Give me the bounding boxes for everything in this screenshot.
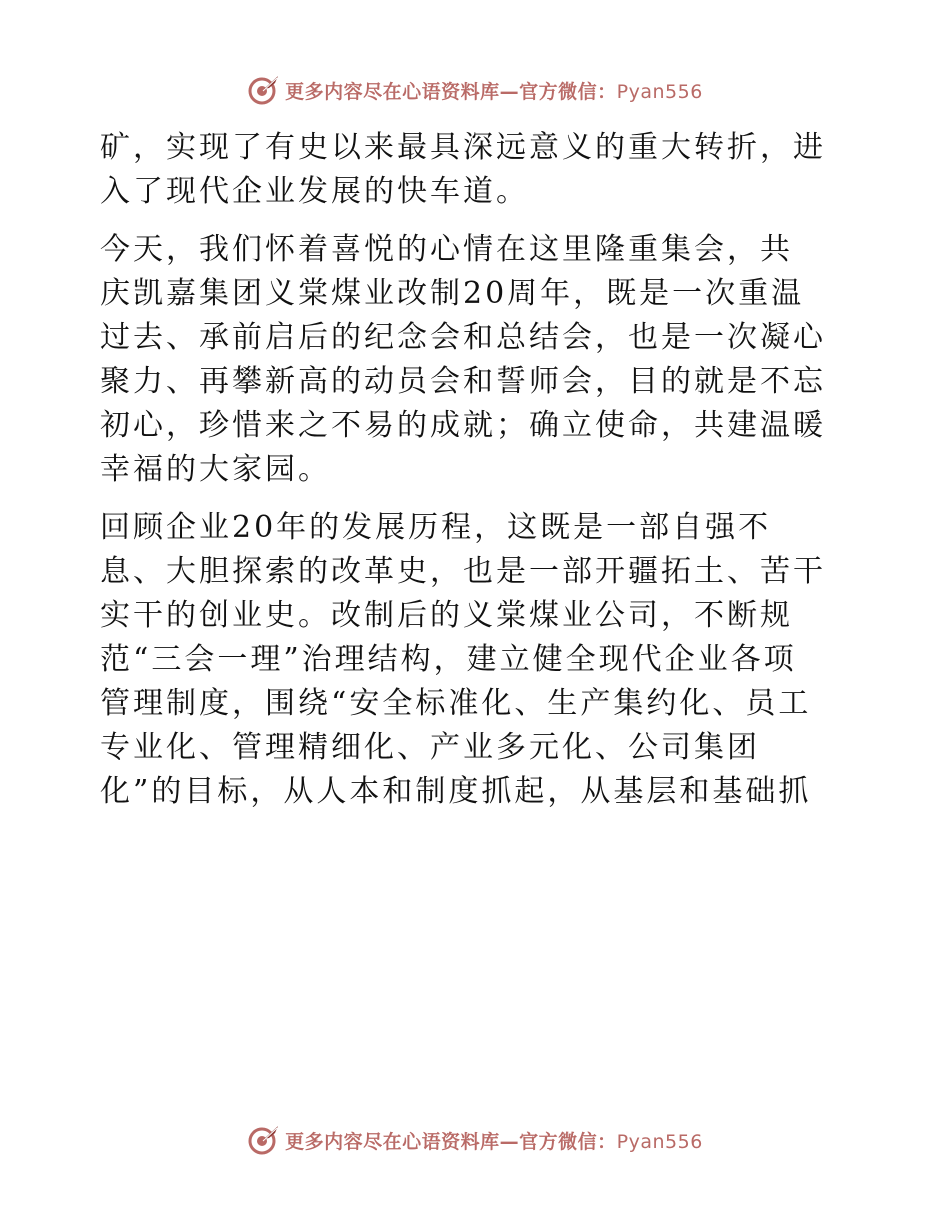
document-body [100,126,850,814]
text-line: 聚力、再攀新高的动员会和誓师会，目的就是不忘 [100,364,826,399]
text-line: 矿，实现了有史以来最具深远意义的重大转折，进 [100,130,826,165]
text-line: 专业化、管理精细化、产业多元化、公司集团 [100,730,760,765]
text-line: 庆凯嘉集团义棠煤业改制20周年，既是一次重温 [100,276,805,311]
quill-logo-icon [247,1123,281,1157]
header-watermark [0,70,950,110]
paragraph-3 [100,506,850,814]
text-line: 入了现代企业发展的快车道。 [100,174,529,209]
paragraph-1 [100,126,850,214]
watermark-text: 更多内容尽在心语资料库—官方微信：Pyan556 [285,80,703,103]
text-line: 过去、承前启后的纪念会和总结会，也是一次凝心 [100,320,826,355]
quill-logo-icon [247,73,281,107]
text-line: 初心，珍惜来之不易的成就；确立使命，共建温暖 [100,408,826,443]
text-line: 息、大胆探索的改革史，也是一部开疆拓土、苦干 [100,554,826,589]
text-line: 范“三会一理”治理结构，建立健全现代企业各项 [100,642,797,677]
watermark-text: 更多内容尽在心语资料库—官方微信：Pyan556 [285,1130,703,1153]
paragraph-2 [100,228,850,492]
text-line: 今天，我们怀着喜悦的心情在这里隆重集会，共 [100,232,793,267]
footer-watermark [0,1120,950,1160]
text-line: 管理制度，围绕“安全标准化、生产集约化、员工 [100,686,812,721]
text-line: 实干的创业史。改制后的义棠煤业公司，不断规 [100,598,793,633]
text-line: 回顾企业20年的发展历程，这既是一部自强不 [100,510,772,545]
text-line: 化”的目标，从人本和制度抓起，从基层和基础抓 [100,774,812,809]
text-line: 幸福的大家园。 [100,452,331,487]
